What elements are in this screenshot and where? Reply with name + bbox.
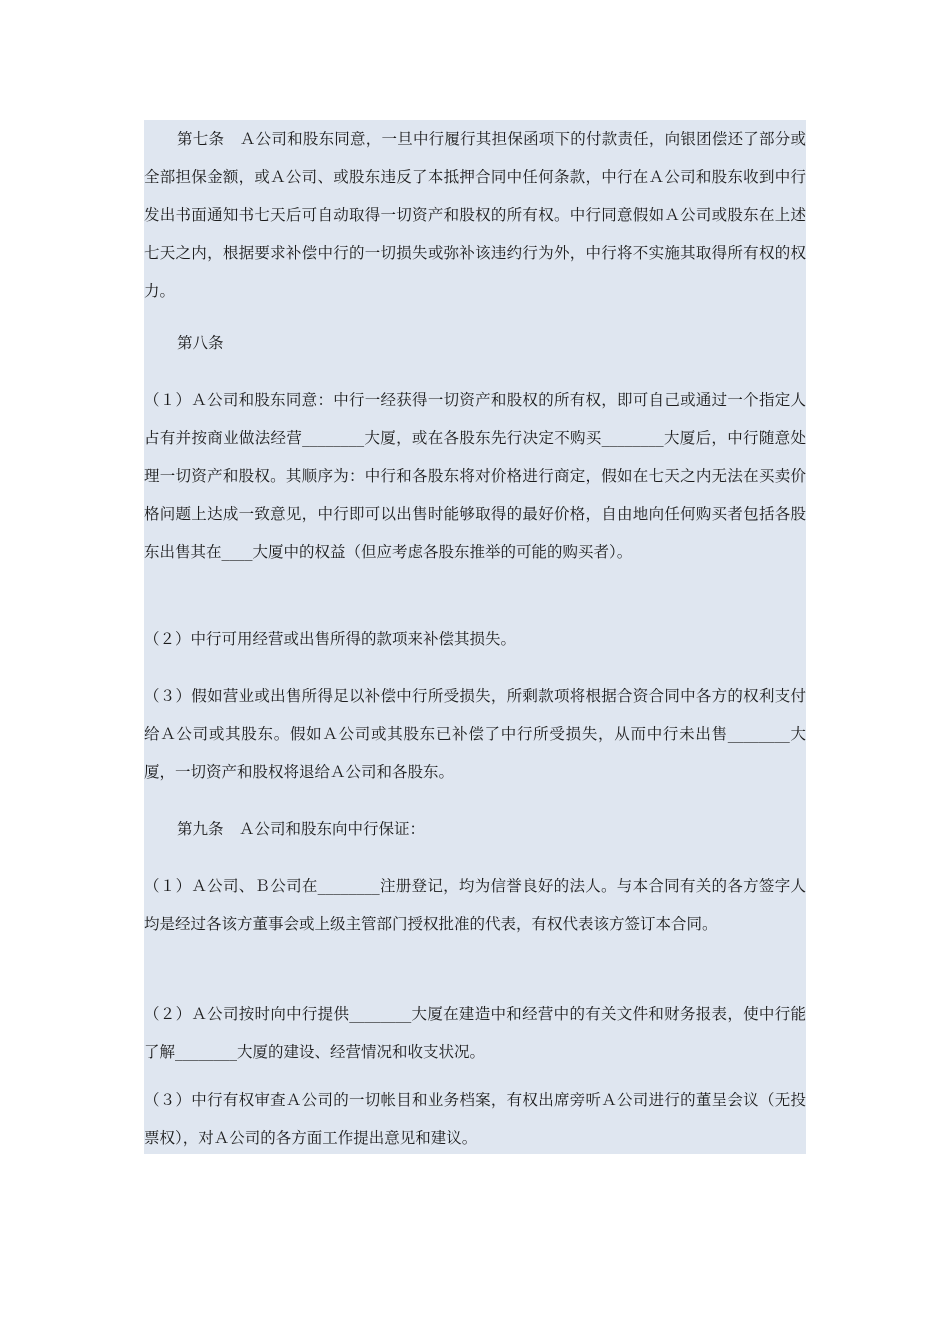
article-9-clause-3: （３）中行有权审查Ａ公司的一切帐目和业务档案，有权出席旁听Ａ公司进行的董呈会议（无投票权），对Ａ公司的各方面工作提出意见和建议。 <box>144 1091 806 1147</box>
article-8-clause-2: （２）中行可用经营或出售所得的款项来补偿其损失。 <box>144 630 517 648</box>
article-8-heading: 第八条 <box>177 334 224 352</box>
article-9-heading: 第九条 Ａ公司和股东向中行保证： <box>177 820 426 838</box>
article-7-paragraph: 第七条 Ａ公司和股东同意，一旦中行履行其担保函项下的付款责任，向银团偿还了部分或全部担保金额，或Ａ公司、或股东违反了本抵押合同中任何条款，中行在Ａ公司和股东收到中行发出书面通知书七天后可自动取得一切资产和股权的所有权。中行同意假如Ａ公司或股东在上述七天之内，根据要求补偿中行的一切损失或弥补该违约行为外，中行将不实施其取得所有权的权力。 <box>144 130 806 300</box>
article-9-clause-1: （１）Ａ公司、Ｂ公司在________注册登记，均为信誉良好的法人。与本合同有关的各方签字人均是经过各该方董事会或上级主管部门授权批准的代表，有权代表该方签订本合同。 <box>144 877 806 933</box>
article-8-clause-1: （１）Ａ公司和股东同意：中行一经获得一切资产和股权的所有权，即可自己或通过一个指定人占有并按商业做法经营________大厦，或在各股东先行决定不购买________大厦后，中行随意处理一切资产和股权。其顺序为：中行和各股东将对价格进行商定，假如在七天之内无法在买卖价格问题上达成一致意见，中行即可以出售时能够取得的最好价格，自由地向任何购买者包括各股东出售其在____大厦中的权益（但应考虑各股东推举的可能的购买者）。 <box>144 391 806 561</box>
article-8-clause-3: （３）假如营业或出售所得足以补偿中行所受损失，所剩款项将根据合资合同中各方的权利支付给Ａ公司或其股东。假如Ａ公司或其股东已补偿了中行所受损失，从而中行未出售________大厦，一切资产和股权将退给Ａ公司和各股东。 <box>144 687 806 781</box>
document-page <box>144 120 806 1154</box>
article-9-clause-2: （２）Ａ公司按时向中行提供________大厦在建造中和经营中的有关文件和财务报表，使中行能了解________大厦的建设、经营情况和收支状况。 <box>144 1005 806 1061</box>
